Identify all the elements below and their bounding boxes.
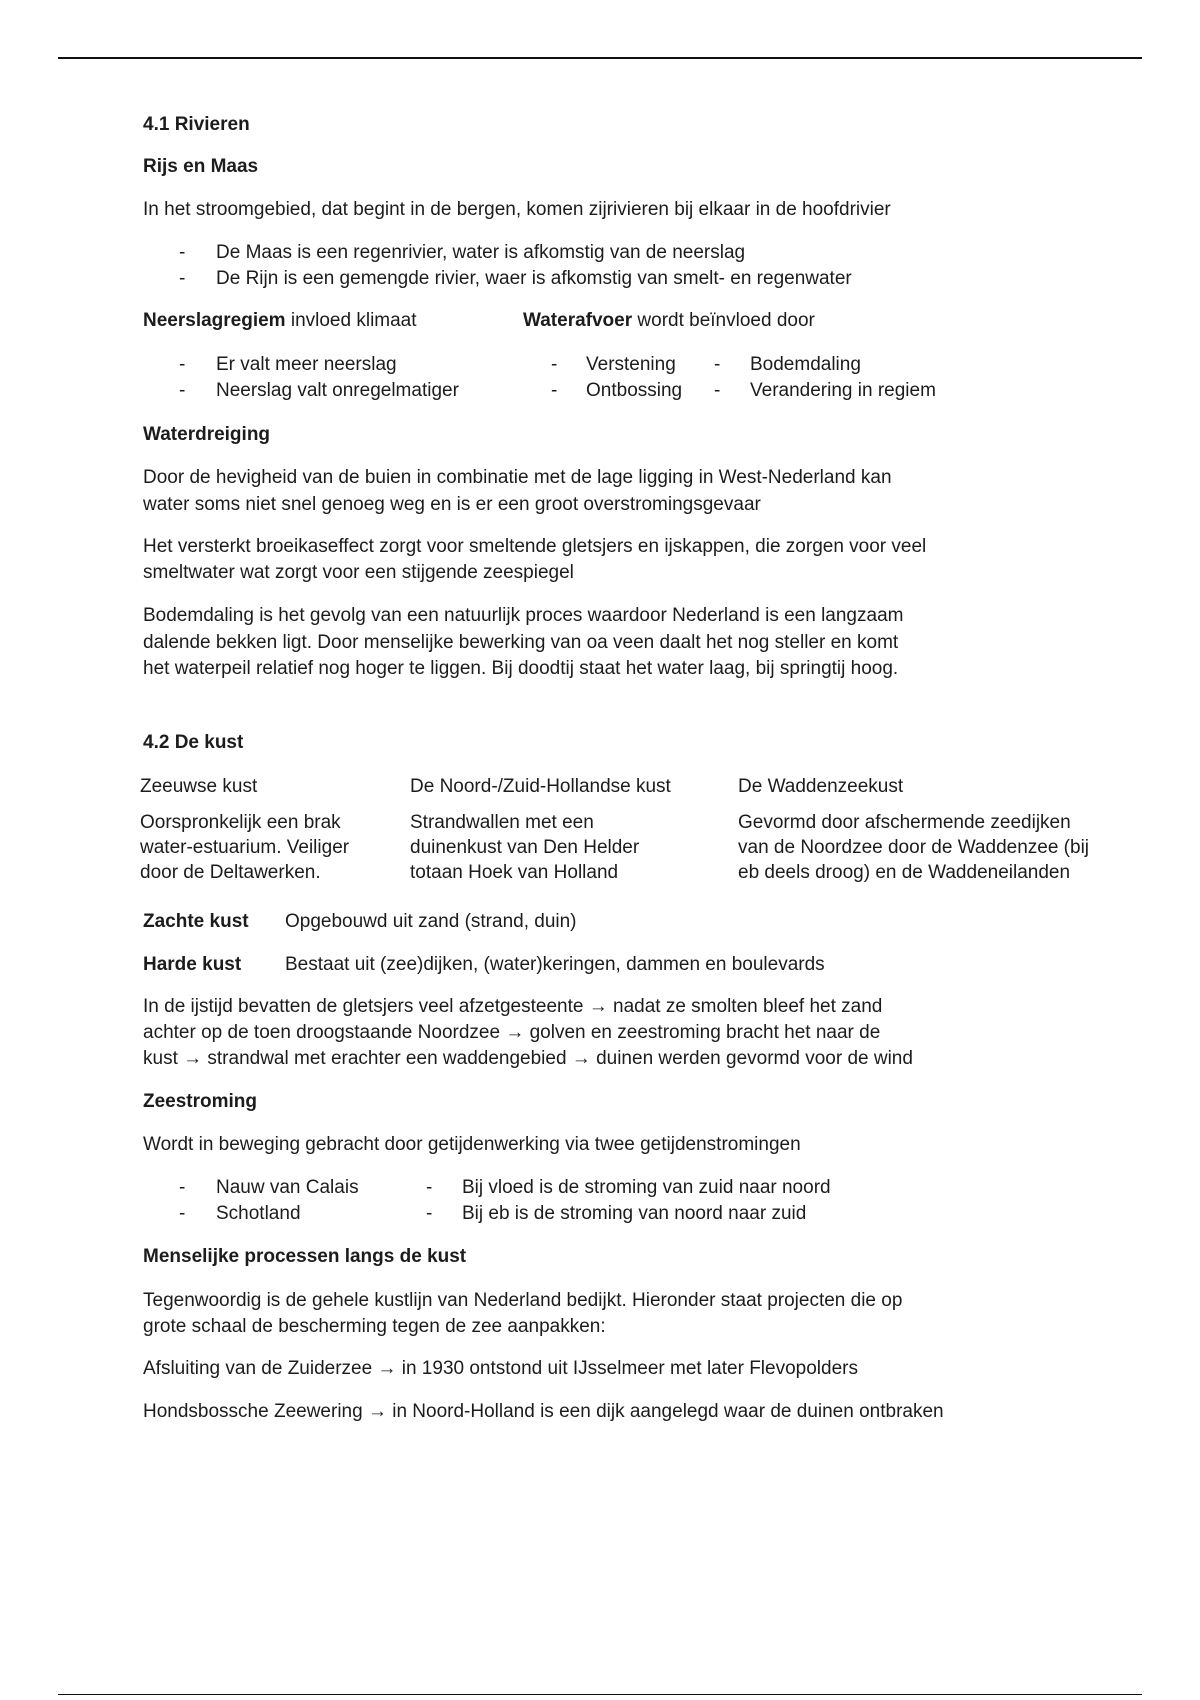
subheading-menselijke-processen: Menselijke processen langs de kust bbox=[143, 1246, 467, 1267]
column-text-zeeuws: Oorspronkelijk een brak water-estuarium. Veiliger door de Deltawerken. bbox=[140, 812, 350, 883]
bullet-dash: - bbox=[714, 354, 721, 375]
harde-kust-text: Bestaat uit (zee)dijken, (water)keringen, dammen en boulevards bbox=[285, 954, 825, 975]
column-heading-zeeuws: Zeeuwse kust bbox=[140, 776, 258, 797]
paragraph-line: Wordt in beweging gebracht door getijdenwerking via twee getijdenstromingen bbox=[143, 1134, 801, 1155]
section-title-rivieren: 4.1 Rivieren bbox=[143, 114, 250, 135]
subheading-rijn-maas: Rijs en Maas bbox=[143, 156, 259, 177]
zachte-kust-label: Zachte kust bbox=[143, 911, 249, 932]
list-item-text: Nauw van Calais bbox=[216, 1177, 359, 1198]
list-item-text: Bij eb is de stroming van noord naar zuid bbox=[462, 1203, 807, 1224]
paragraph-line: dalende bekken ligt. Door menselijke bewerking van oa veen daalt het nog steller en komt bbox=[143, 632, 899, 653]
list-item-text: Bodemdaling bbox=[750, 354, 861, 375]
paragraph-line: Bodemdaling is het gevolg van een natuurlijk proces waardoor Nederland is een langzaam bbox=[143, 605, 904, 626]
list-item bbox=[179, 240, 185, 266]
bullet-dash: - bbox=[179, 242, 186, 263]
bullet-dash: - bbox=[714, 380, 721, 401]
paragraph-line: Het versterkt broeikaseffect zorgt voor smeltende gletsjers en ijskappen, die zorgen voor veel bbox=[143, 536, 927, 557]
bullet-dash: - bbox=[179, 354, 186, 375]
paragraph-line: water soms niet snel genoeg weg en is er een groot overstromingsgevaar bbox=[143, 494, 761, 515]
bullet-dash: - bbox=[179, 1203, 186, 1224]
list-item-text: Schotland bbox=[216, 1203, 301, 1224]
neerslagregiem-line bbox=[143, 308, 417, 334]
list-item-text: De Maas is een regenrivier, water is afkomstig van de neerslag bbox=[216, 242, 746, 263]
bullet-dash: - bbox=[551, 380, 558, 401]
column-heading-wadden: De Waddenzeekust bbox=[738, 776, 904, 797]
paragraph-line: Hondsbossche Zeewering → in Noord-Holland is een dijk aangelegd waar de duinen ontbraken bbox=[143, 1401, 944, 1422]
paragraph-line: Afsluiting van de Zuiderzee → in 1930 ontstond uit IJsselmeer met later Flevopolders bbox=[143, 1358, 858, 1379]
paragraph-line: het waterpeil relatief nog hoger te liggen. Bij doodtij staat het water laag, bij springtij hoog. bbox=[143, 658, 899, 679]
paragraph-line: Door de hevigheid van de buien in combinatie met de lage ligging in West-Nederland kan bbox=[143, 467, 892, 488]
list-item-text: De Rijn is een gemengde rivier, waer is afkomstig van smelt- en regenwater bbox=[216, 268, 852, 289]
harde-kust-label: Harde kust bbox=[143, 954, 242, 975]
neerslagregiem-label: Neerslagregiem bbox=[143, 310, 286, 331]
list-item-text: Verandering in regiem bbox=[750, 380, 936, 401]
list-item-text: Verstening bbox=[586, 354, 676, 375]
bullet-dash: - bbox=[179, 380, 186, 401]
paragraph-line: grote schaal de bescherming tegen de zee aanpakken: bbox=[143, 1316, 606, 1337]
paragraph-line: achter op de toen droogstaande Noordzee → golven en zeestroming bracht het naar de bbox=[143, 1022, 881, 1043]
bullet-dash: - bbox=[179, 1177, 186, 1198]
list-item bbox=[179, 266, 185, 292]
paragraph-line: In de ijstijd bevatten de gletsjers veel afzetgesteente → nadat ze smolten bleef het zand bbox=[143, 996, 883, 1017]
section-title-kust: 4.2 De kust bbox=[143, 732, 244, 753]
bullet-dash: - bbox=[426, 1177, 433, 1198]
intro-paragraph: In het stroomgebied, dat begint in de bergen, komen zijrivieren bij elkaar in de hoofdrivier bbox=[143, 199, 891, 220]
footer-rule bbox=[58, 1694, 1142, 1695]
column-text-holland: Strandwallen met een duinenkust van Den Helder totaan Hoek van Holland bbox=[410, 812, 640, 883]
column-heading-holland: De Noord-/Zuid-Hollandse kust bbox=[410, 776, 671, 797]
header-rule bbox=[58, 57, 1142, 59]
neerslagregiem-text: invloed klimaat bbox=[285, 310, 417, 331]
waterafvoer-label: Waterafvoer bbox=[523, 310, 633, 331]
paragraph-line: kust → strandwal met erachter een waddengebied → duinen werden gevormd voor de wind bbox=[143, 1048, 913, 1069]
bullet-dash: - bbox=[426, 1203, 433, 1224]
column-text-wadden: Gevormd door afschermende zeedijken van de Noordzee door de Waddenzee (bij eb deels droog) en de Waddeneilanden bbox=[738, 812, 1090, 883]
subheading-waterdreiging: Waterdreiging bbox=[143, 424, 271, 445]
waterafvoer-line bbox=[523, 308, 815, 334]
bullet-dash: - bbox=[179, 268, 186, 289]
waterafvoer-text: wordt beïnvloed door bbox=[632, 310, 815, 331]
paragraph-line: smeltwater wat zorgt voor een stijgende zeespiegel bbox=[143, 562, 574, 583]
paragraph-line: Tegenwoordig is de gehele kustlijn van Nederland bedijkt. Hieronder staat projecten die op bbox=[143, 1290, 903, 1311]
list-item-text: Ontbossing bbox=[586, 380, 683, 401]
zachte-kust-text: Opgebouwd uit zand (strand, duin) bbox=[285, 911, 577, 932]
list-item-text: Er valt meer neerslag bbox=[216, 354, 397, 375]
list-item-text: Bij vloed is de stroming van zuid naar noord bbox=[462, 1177, 831, 1198]
list-item-text: Neerslag valt onregelmatiger bbox=[216, 380, 459, 401]
bullet-dash: - bbox=[551, 354, 558, 375]
subheading-zeestroming: Zeestroming bbox=[143, 1091, 258, 1112]
